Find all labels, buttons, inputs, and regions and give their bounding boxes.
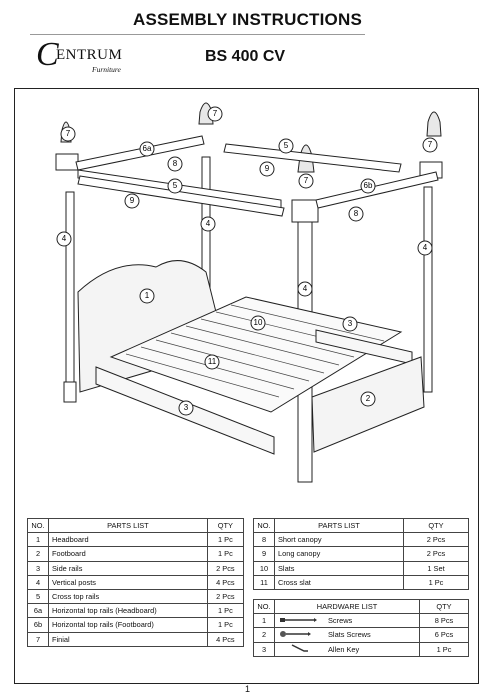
table-row	[254, 547, 469, 561]
callout-3-front-label: 3	[183, 403, 189, 413]
part-qty: 4 Pcs	[207, 632, 243, 646]
parts-list-table-right	[253, 518, 469, 590]
header-no: NO.	[254, 600, 275, 614]
part-name: Side rails	[49, 561, 208, 575]
page-number: 1	[244, 684, 250, 694]
table-row	[254, 575, 469, 589]
header-parts-list: PARTS LIST	[275, 519, 404, 533]
table-row	[254, 628, 469, 642]
part-name: Footboard	[49, 547, 208, 561]
front-top-block	[292, 200, 318, 222]
callout-3-right-label: 3	[347, 319, 353, 329]
table-row	[28, 589, 244, 603]
part-no: 4	[28, 575, 49, 589]
header-parts-list: PARTS LIST	[49, 519, 208, 533]
hardware-no: 2	[254, 628, 275, 642]
header-qty: QTY	[207, 519, 243, 533]
title-rule	[30, 34, 365, 35]
part-qty: 1 Pc	[207, 547, 243, 561]
table-header-row	[254, 519, 469, 533]
part-qty: 2 Pcs	[207, 561, 243, 575]
part-qty: 1 Pc	[403, 575, 468, 589]
part-qty: 1 Pc	[207, 604, 243, 618]
callout-7-right-label: 7	[427, 140, 433, 150]
table-row	[254, 561, 469, 575]
table-row	[254, 533, 469, 547]
header-no: NO.	[28, 519, 49, 533]
slat-screw-icon	[275, 628, 326, 642]
part-name: Long canopy	[275, 547, 404, 561]
table-row	[254, 614, 469, 628]
rail-6b	[316, 172, 438, 208]
part-name: Slats	[275, 561, 404, 575]
table-header-row	[28, 519, 244, 533]
callout-9-left-label: 9	[129, 196, 135, 206]
callout-5-front-label: 5	[172, 181, 178, 191]
callout-6a-label: 6a	[142, 144, 152, 154]
callout-1-label: 1	[144, 291, 150, 301]
part-no: 3	[28, 561, 49, 575]
part-name: Horizontal top rails (Footboard)	[49, 618, 208, 632]
part-no: 1	[28, 533, 49, 547]
right-rear-post	[424, 187, 432, 392]
left-rear-top-block	[56, 154, 78, 170]
allen-key-icon	[275, 642, 326, 656]
callout-7-mid-label: 7	[212, 109, 218, 119]
hardware-name: Screws	[325, 614, 420, 628]
callout-10-label: 10	[253, 318, 263, 328]
callout-5-top-label: 5	[283, 141, 289, 151]
header-hardware-list: HARDWARE LIST	[275, 600, 420, 614]
part-no: 11	[254, 575, 275, 589]
part-no: 6b	[28, 618, 49, 632]
part-qty: 1 Pc	[207, 533, 243, 547]
rail-6a	[76, 136, 204, 170]
part-no: 5	[28, 589, 49, 603]
table-row	[28, 575, 244, 589]
table-row	[28, 632, 244, 646]
part-name: Horizontal top rails (Headboard)	[49, 604, 208, 618]
part-name: Headboard	[49, 533, 208, 547]
callout-8-left-label: 8	[172, 159, 178, 169]
callout-4-mid-label: 4	[205, 219, 211, 229]
part-qty: 1 Pc	[207, 618, 243, 632]
model-number: BS 400 CV	[205, 48, 286, 65]
centrum-logo	[36, 38, 146, 78]
callout-2-label: 2	[365, 394, 371, 404]
logo-letter: C	[36, 36, 59, 73]
header-no: NO.	[254, 519, 275, 533]
table-row	[28, 533, 244, 547]
callout-4-left-label: 4	[61, 234, 67, 244]
part-no: 6a	[28, 604, 49, 618]
hardware-no: 1	[254, 614, 275, 628]
callout-7-left-label: 7	[65, 129, 71, 139]
part-name: Finial	[49, 632, 208, 646]
header-qty: QTY	[403, 519, 468, 533]
callout-6b-label: 6b	[363, 181, 373, 191]
part-name: Cross top rails	[49, 589, 208, 603]
parts-list-table-left	[27, 518, 244, 647]
callout-11-label: 11	[207, 357, 217, 367]
part-qty: 1 Set	[403, 561, 468, 575]
part-qty: 2 Pcs	[403, 533, 468, 547]
table-row	[28, 547, 244, 561]
part-no: 2	[28, 547, 49, 561]
logo-word: ENTRUM	[56, 47, 123, 63]
hardware-name: Slats Screws	[325, 628, 420, 642]
callout-8-right-label: 8	[353, 209, 359, 219]
hardware-name: Allen Key	[325, 642, 420, 656]
callout-9-right-label: 9	[264, 164, 270, 174]
callout-7-front-label: 7	[303, 176, 309, 186]
part-no: 8	[254, 533, 275, 547]
bed-exploded-diagram	[16, 92, 477, 512]
part-name: Cross slat	[275, 575, 404, 589]
hardware-qty: 6 Pcs	[420, 628, 469, 642]
hardware-list-table	[253, 599, 469, 657]
callout-4-right-label: 4	[422, 243, 428, 253]
part-no: 7	[28, 632, 49, 646]
right-rear-finial	[427, 112, 441, 136]
screw-icon	[275, 614, 326, 628]
table-row	[254, 642, 469, 656]
part-no: 10	[254, 561, 275, 575]
part-qty: 2 Pcs	[403, 547, 468, 561]
table-row	[28, 618, 244, 632]
table-row	[28, 561, 244, 575]
left-rear-post	[61, 192, 76, 402]
part-qty: 2 Pcs	[207, 589, 243, 603]
hardware-qty: 8 Pcs	[420, 614, 469, 628]
header-qty: QTY	[420, 600, 469, 614]
part-name: Short canopy	[275, 533, 404, 547]
part-qty: 4 Pcs	[207, 575, 243, 589]
table-header-row	[254, 600, 469, 614]
document-title: ASSEMBLY INSTRUCTIONS	[132, 10, 362, 29]
part-no: 9	[254, 547, 275, 561]
callout-4-front-label: 4	[302, 284, 308, 294]
part-name: Vertical posts	[49, 575, 208, 589]
logo-subtitle: Furniture	[92, 65, 121, 74]
hardware-no: 3	[254, 642, 275, 656]
hardware-qty: 1 Pc	[420, 642, 469, 656]
table-row	[28, 604, 244, 618]
